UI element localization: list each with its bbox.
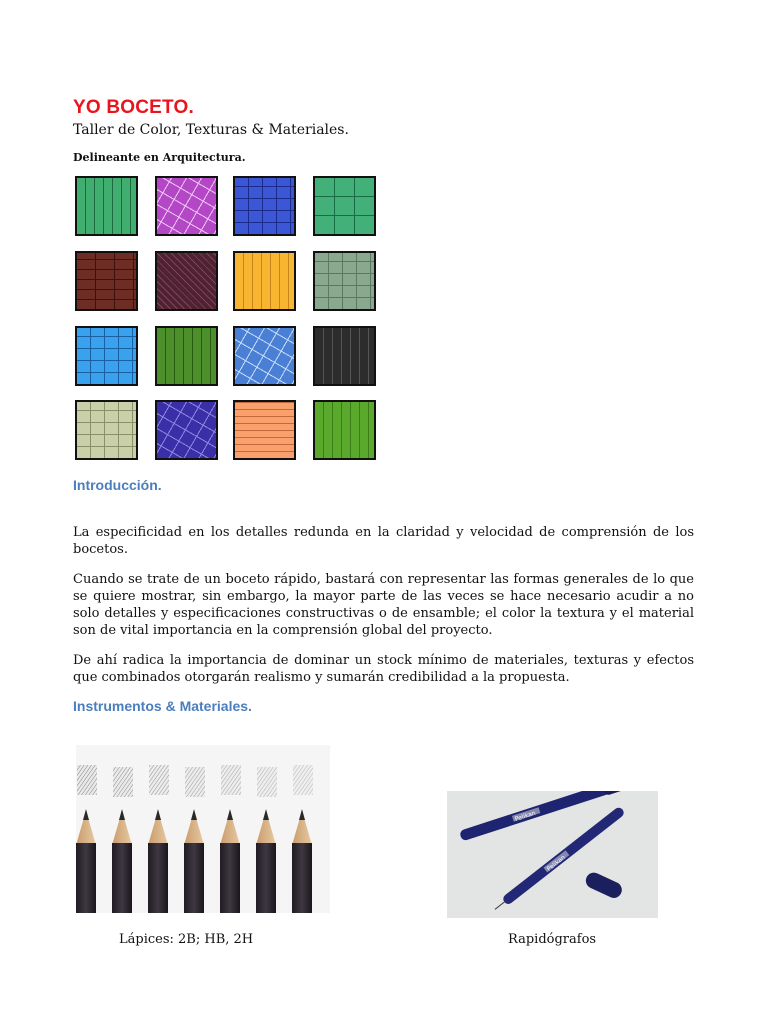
swatch-orange-lines xyxy=(233,400,296,460)
pencil-body xyxy=(148,843,168,913)
swatch-green-planks xyxy=(75,176,138,236)
hatch-sample xyxy=(113,767,133,797)
pencils-illustration xyxy=(76,745,330,913)
swatch-plum-diagonal xyxy=(155,251,218,311)
pencil-lead xyxy=(83,809,89,820)
svg-text:Pelikan: Pelikan xyxy=(514,809,537,823)
pencil-body xyxy=(184,843,204,913)
swatch-light-blue-tiles xyxy=(75,326,138,386)
pens-photo xyxy=(447,791,658,918)
pens-caption: Rapidógrafos xyxy=(508,932,597,947)
pencil-lead xyxy=(299,809,305,820)
document-subtitle: Taller de Color, Texturas & Materiales. xyxy=(73,122,349,138)
swatch-green-panels xyxy=(313,176,376,236)
intro-paragraph-2: Cuando se trate de un boceto rápido, bastará con representar las formas generales de lo que se quiere mostrar, sin embargo, la mayor parte de las veces se hace necesario acudir a no solo detalles y especificaciones constructivas o de ensamble; el color la textura y el material son de vital importancia en la comprensión global del proyecto. xyxy=(73,572,694,638)
pencil-lead xyxy=(119,809,125,820)
hatch-sample xyxy=(149,765,169,795)
pencils-photo xyxy=(76,745,330,913)
instrumentos-heading: Instrumentos & Materiales. xyxy=(73,698,252,714)
document-title: YO BOCETO. xyxy=(73,97,194,118)
document-tagline: Delineante en Arquitectura. xyxy=(73,151,246,164)
swatch-beige-grid xyxy=(75,400,138,460)
pens-illustration xyxy=(447,791,658,918)
hatch-sample xyxy=(257,767,277,797)
hatch-sample xyxy=(293,765,313,795)
swatch-sage-panels xyxy=(313,251,376,311)
pencil-lead xyxy=(191,809,197,820)
pencil-body xyxy=(220,843,240,913)
pencil-body xyxy=(292,843,312,913)
swatch-blue-bricks xyxy=(233,176,296,236)
swatch-blue-diagonal-tiles xyxy=(233,326,296,386)
texture-swatch-grid xyxy=(75,176,381,465)
introduccion-heading: Introducción. xyxy=(73,477,162,493)
intro-paragraph-1: La especificidad en los detalles redunda en la claridad y velocidad de comprensión de los bocetos. xyxy=(73,525,694,557)
swatch-magenta-diagonal xyxy=(155,176,218,236)
pencil-body xyxy=(112,843,132,913)
swatch-dark-stripes xyxy=(313,326,376,386)
hatch-sample xyxy=(77,765,97,795)
pencil-body xyxy=(256,843,276,913)
svg-text:Pelikan: Pelikan xyxy=(545,854,567,873)
pencils-caption: Lápices: 2B; HB, 2H xyxy=(119,932,254,947)
swatch-green-wood xyxy=(155,326,218,386)
swatch-brown-bricks xyxy=(75,251,138,311)
swatch-yellow-planks xyxy=(233,251,296,311)
intro-paragraph-3: De ahí radica la importancia de dominar un stock mínimo de materiales, texturas y efectos que combinados otorgarán realismo y sumarán credibilidad a la propuesta. xyxy=(73,653,694,685)
pencil-lead xyxy=(155,809,161,820)
swatch-grass-green xyxy=(313,400,376,460)
hatch-sample xyxy=(185,767,205,797)
hatch-sample xyxy=(221,765,241,795)
swatch-indigo-diagonal xyxy=(155,400,218,460)
pencil-lead xyxy=(227,809,233,820)
pencil-lead xyxy=(263,809,269,820)
pencil-body xyxy=(76,843,96,913)
